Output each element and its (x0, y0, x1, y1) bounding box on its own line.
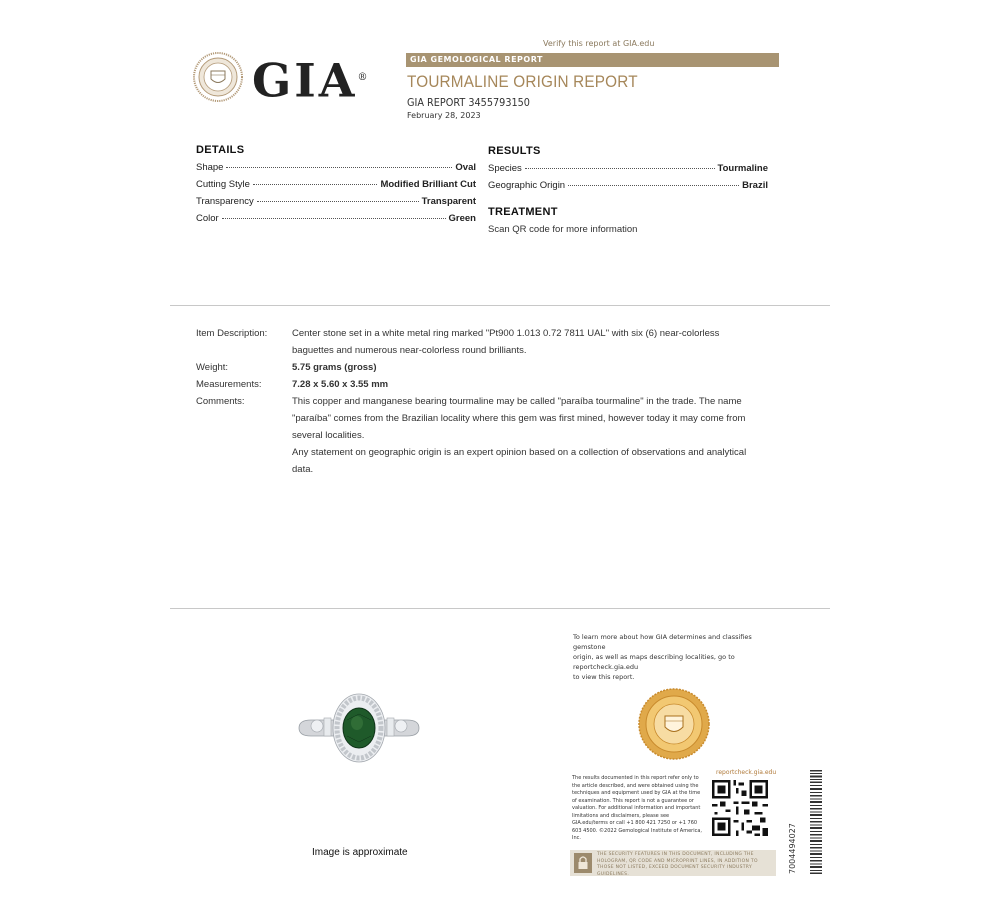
verify-link[interactable]: Verify this report at GIA.edu (543, 39, 655, 48)
learn-more-text: To learn more about how GIA determines and classifies gemstone origin, as well as maps describing localities, go to reportcheck.gia.edu to view this report. (573, 633, 752, 681)
security-notice: THE SECURITY FEATURES IN THIS DOCUMENT, INCLUDING THE HOLOGRAM, QR CODE AND MICROPRINT LINES, IN ADDITION TO THOSE NOT LISTED, EXCEED DOCUMENT SECURITY INDUSTRY GUIDELINES. (597, 852, 758, 877)
details-heading: DETAILS (196, 144, 245, 156)
treatment-text: Scan QR code for more information (488, 224, 638, 235)
fine-print: The results documented in this report refer only to the article described, and were obtained using the techniques and equipment used by GIA at the time of examination. This report is not a guarantee or valuation. For additional information and important limitations and disclaimers, please see GIA.edu/terms or call +1 800 421 7250 or +1 760 603 4500. ©2022 Gemological Institute of America, Inc. (572, 775, 703, 841)
reportcheck-link[interactable]: reportcheck.gia.edu (716, 769, 777, 776)
vertical-serial-number: 7004494027 (788, 823, 797, 874)
detail-row-cutting-style: Cutting Style Modified Brilliant Cut (196, 179, 476, 190)
comments-text: This copper and manganese bearing tourmaline may be called "paraíba tourmaline" in the trade. The name "paraíba" comes from the Brazilian locality where this gem was first mined, however today it may come from several localities. Any statement on geographic origin is an expert opinion based on a collection of observations and analytical data. (292, 396, 747, 475)
gia-logo: GIA® (252, 53, 368, 108)
detail-row-shape: Shape Oval (196, 162, 476, 173)
report-number: GIA REPORT 3455793150 (407, 96, 530, 109)
report-date: February 28, 2023 (407, 111, 481, 120)
section-divider (170, 608, 830, 609)
results-list (488, 163, 768, 194)
measurements-label: Measurements: (196, 379, 262, 390)
item-description-text: Center stone set in a white metal ring marked "Pt900 1.013 0.72 7811 UAL" with six (6) near-colorless baguettes and numerous near-colorless round brilliants. (292, 328, 720, 356)
report-banner: GIA GEMOLOGICAL REPORT (406, 53, 779, 67)
weight-value: 5.75 grams (gross) (292, 362, 377, 373)
detail-row-color: Color Green (196, 213, 476, 224)
report-title: TOURMALINE ORIGIN REPORT (407, 72, 638, 91)
section-divider (170, 305, 830, 306)
detail-row-transparency: Transparency Transparent (196, 196, 476, 207)
gold-hologram-seal-icon (638, 688, 710, 760)
details-list (196, 162, 476, 227)
treatment-heading: TREATMENT (488, 206, 558, 218)
image-caption: Image is approximate (312, 847, 408, 858)
gia-seal-icon (193, 52, 243, 102)
barcode (810, 770, 822, 874)
ring-image (297, 690, 421, 770)
item-description-label: Item Description: (196, 328, 268, 339)
measurements-value: 7.28 x 5.60 x 3.55 mm (292, 379, 389, 390)
result-row-origin: Geographic Origin Brazil (488, 180, 768, 191)
results-heading: RESULTS (488, 145, 541, 157)
lock-icon (574, 853, 592, 873)
qr-code[interactable] (712, 780, 768, 836)
weight-label: Weight: (196, 362, 229, 373)
result-row-species: Species Tourmaline (488, 163, 768, 174)
comments-label: Comments: (196, 396, 245, 407)
